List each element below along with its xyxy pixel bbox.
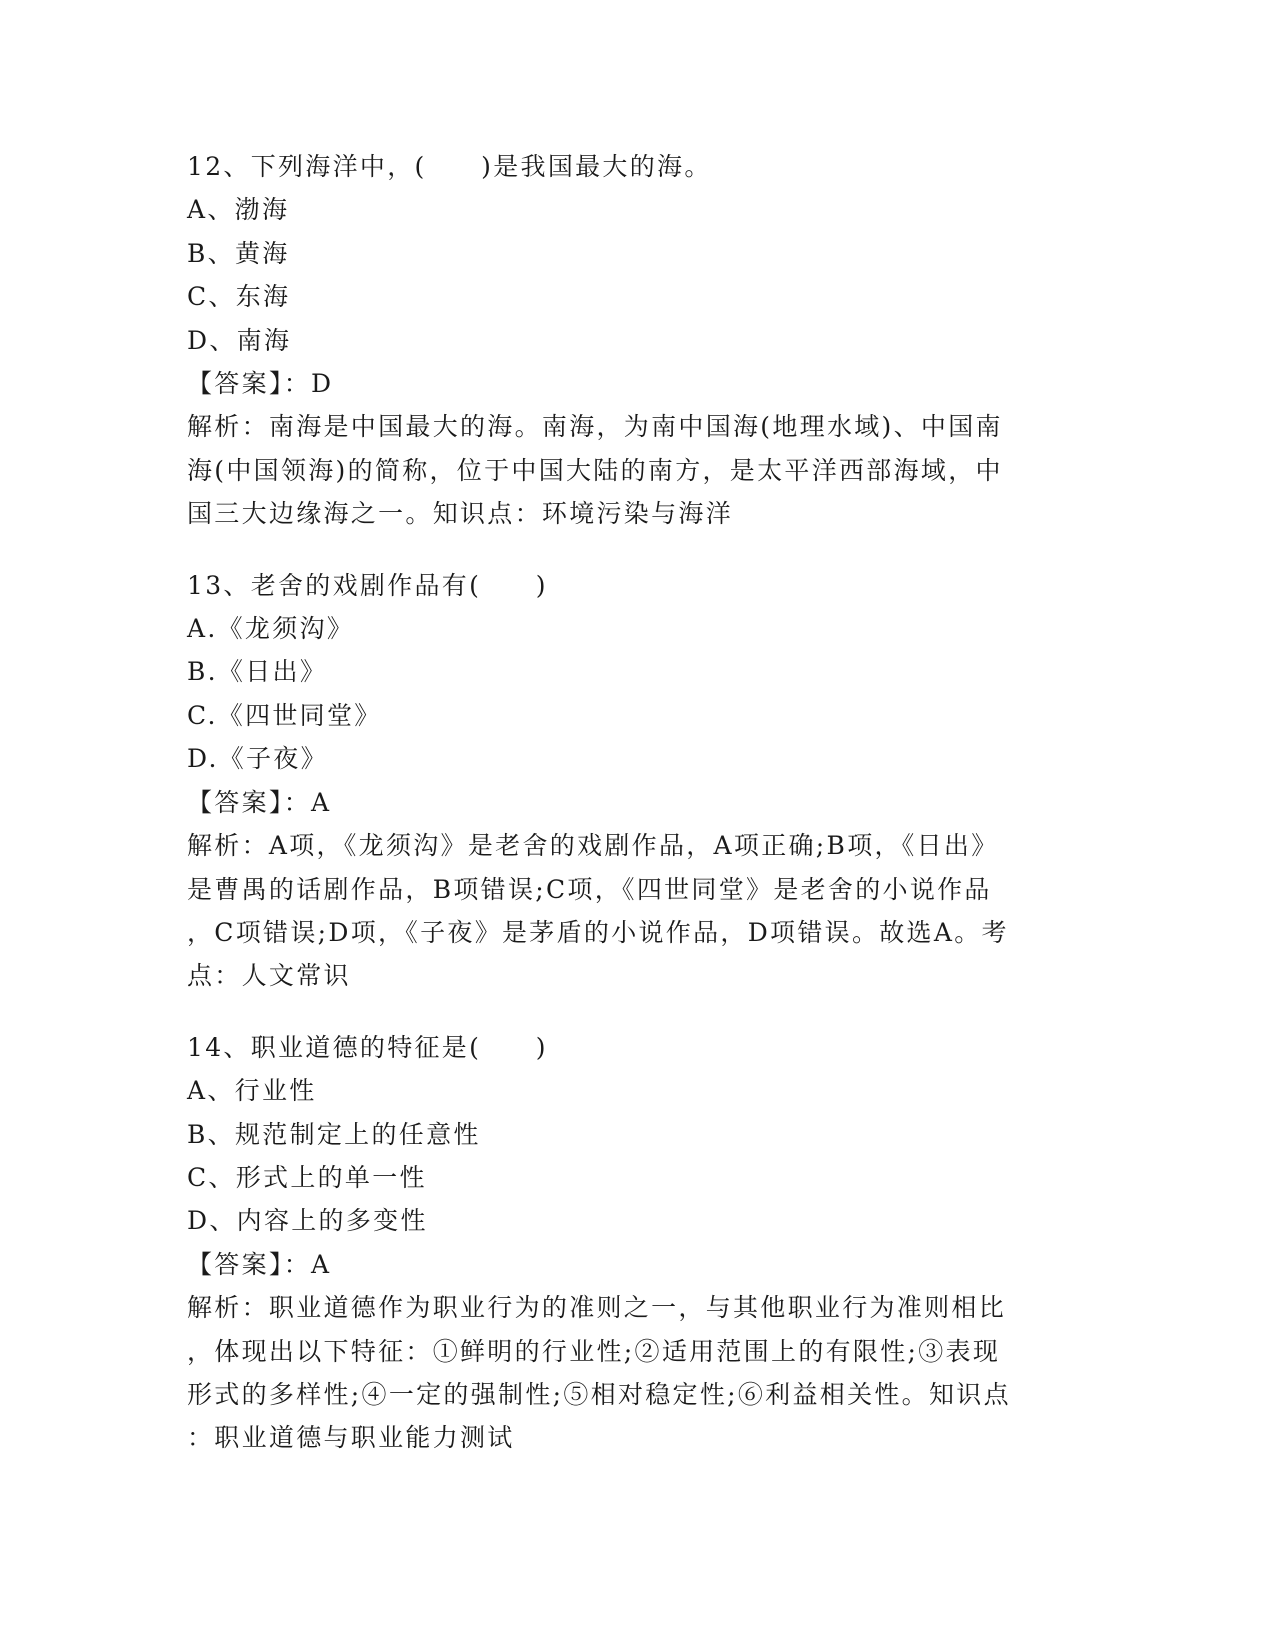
option-a: A.《龙须沟》	[187, 614, 355, 644]
document-page	[187, 145, 1087, 1460]
answer: 【答案】：D	[187, 369, 334, 399]
option-a: A、渤海	[187, 195, 290, 225]
question-14	[187, 1026, 1087, 1460]
option-d: D、南海	[187, 325, 292, 355]
question-stem: 12、下列海洋中，( )是我国最大的海。	[187, 152, 712, 181]
option-c: C、形式上的单一性	[187, 1162, 427, 1192]
option-b: B.《日出》	[187, 657, 328, 687]
option-d: D、内容上的多变性	[187, 1206, 428, 1236]
option-b: B、规范制定上的任意性	[187, 1119, 481, 1149]
question-12	[187, 145, 1087, 536]
option-c: C.《四世同堂》	[187, 700, 382, 730]
question-13	[187, 564, 1087, 998]
answer: 【答案】：A	[187, 787, 332, 817]
option-d: D.《子夜》	[187, 744, 328, 774]
option-a: A、行业性	[187, 1076, 317, 1106]
option-c: C、东海	[187, 282, 291, 312]
analysis: 解析：南海是中国最大的海。南海，为南中国海(地理水域)、中国南 海(中国领海)的简称，位于中国大陆的南方，是太平洋西部海域，中 国三大边缘海之一。知识点：环境污染与海洋	[187, 412, 1003, 529]
option-b: B、黄海	[187, 238, 290, 268]
analysis: 解析：职业道德作为职业行为的准则之一，与其他职业行为准则相比 ，体现出以下特征：①鲜明的行业性;②适用范围上的有限性;③表现 形式的多样性;④一定的强制性;⑤相对稳定性;⑥利益相关性。知识点 ：职业道德与职业能力测试	[187, 1293, 1011, 1453]
question-stem: 13、老舍的戏剧作品有( )	[187, 570, 548, 600]
answer: 【答案】：A	[187, 1249, 332, 1279]
question-stem: 14、职业道德的特征是( )	[187, 1032, 548, 1062]
analysis: 解析：A项，《龙须沟》是老舍的戏剧作品，A项正确;B项，《日出》 是曹禺的话剧作品，B项错误;C项，《四世同堂》是老舍的小说作品 ，C项错误;D项，《子夜》是茅盾的小说作品，D项错误。故选A。考 点：人文常识	[187, 831, 1009, 991]
